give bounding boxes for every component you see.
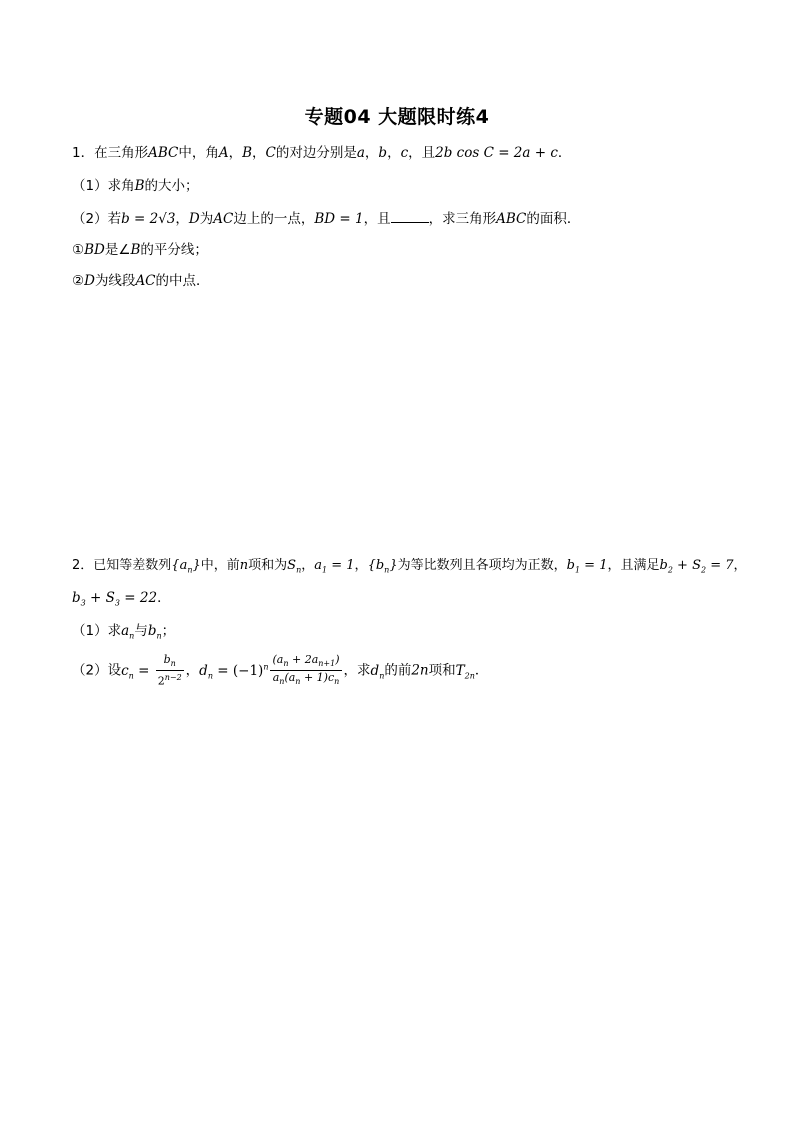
math: $S_n$ [287,558,302,575]
text: ， [301,558,315,573]
text: 是∠ [104,242,131,258]
math: $c_n$ = [121,662,154,681]
text: 求 [107,623,122,639]
text: ，且 [408,145,436,161]
equation: BD = 1 [314,211,364,227]
part-label: （1） [72,178,108,194]
problem-1-stem [72,143,571,163]
math: ABC [496,211,527,227]
math: AC [135,273,156,289]
problem-2-stem [72,556,747,581]
problem-1-option-1 [72,240,208,260]
equation: $b_3 + S_3 = 22$ [72,590,158,608]
problem-1-part-2 [72,209,580,229]
text: ， [364,145,379,161]
math: C [265,145,276,161]
text: ，求 [343,662,371,679]
part-label: （2） [72,211,108,227]
text: 设 [107,662,122,679]
text: 中，前 [200,558,240,573]
problem-2-part-2 [72,650,488,693]
math: $\{b_n\}$ [367,558,398,575]
fill-in-blank[interactable] [391,210,429,223]
text: 项和 [428,662,456,679]
text: 项和为 [248,558,288,573]
text: 在三角形 [94,145,149,161]
text: ， [228,145,243,161]
page-title: 专题04 大题限时练4 [304,106,490,128]
fraction: $\frac{(a_n + 2a_{n+1})}{a_n(a_n + 1)c_n}$ [272,652,340,687]
math: B [130,242,141,258]
text: 的大小； [144,178,199,194]
math: B [134,178,145,194]
text: 为线段 [94,273,136,289]
math: $\{a_n\}$ [171,558,201,575]
text: ，且满足 [607,558,660,573]
text: ． [157,590,171,606]
math: A [218,145,229,161]
math: a [356,145,365,161]
equation: b = 2√3 [121,211,176,227]
equation: $b_1 = 1$ [566,558,608,575]
text: 求角 [107,178,135,194]
math: n [239,558,249,573]
text: 若 [107,211,122,227]
problem-1-part-1 [72,176,199,196]
problem-number: 1． [72,145,95,161]
math: D [84,273,95,289]
text: 的前 [384,662,412,679]
math: 2n [411,662,429,679]
part-label: （1） [72,623,108,639]
text: 的对边分别是 [275,145,357,161]
math: BD [84,242,105,258]
math: AC [213,211,234,227]
math: ABC [148,145,179,161]
text: 为等比数列且各项均为正数， [397,558,567,573]
part-label: （2） [72,662,108,679]
equation: $a_1 = 1$ [314,558,355,575]
text: ， [252,145,266,161]
math: $a_n$ [121,623,135,641]
text: ； [161,623,176,639]
text: ，求三角形 [428,211,497,227]
math: $d_n$ [370,662,385,681]
option-marker: ① [72,242,85,258]
math: D [188,211,200,227]
text: 边上的一点， [233,211,315,227]
equation: 2b cos C = 2a + c [435,145,558,161]
text: ， [733,558,747,573]
text: ， [387,145,401,161]
problem-2-part-1 [72,621,175,647]
equation: $b_2 + S_2 = 7$ [659,558,734,575]
text: 与 [134,623,148,639]
text: 的中点． [155,273,210,289]
math: B [242,145,253,161]
text: ． [474,662,489,679]
math: c [400,145,409,161]
math: $T_{2n}$ [455,662,475,681]
text: 的面积． [526,211,581,227]
text: ， [354,558,368,573]
math: $b_n$ [147,623,162,641]
text: 为 [199,211,214,227]
fraction: $\frac{b_n}{2^{n-2}}$ [157,653,182,688]
problem-2-stem-cont [72,588,171,614]
text: ， [175,211,189,227]
math: $d_n = (-1)^n$ [199,662,269,681]
text: 已知等差数列 [93,558,172,573]
problem-number: 2． [72,558,94,573]
text: ，且 [363,211,391,227]
math: b [378,145,388,161]
text: ． [557,145,572,161]
text: 的平分线； [140,242,208,258]
text: ， [185,662,200,679]
text: 中，角 [178,145,219,161]
problem-1-option-2 [72,271,210,291]
option-marker: ② [72,273,85,289]
